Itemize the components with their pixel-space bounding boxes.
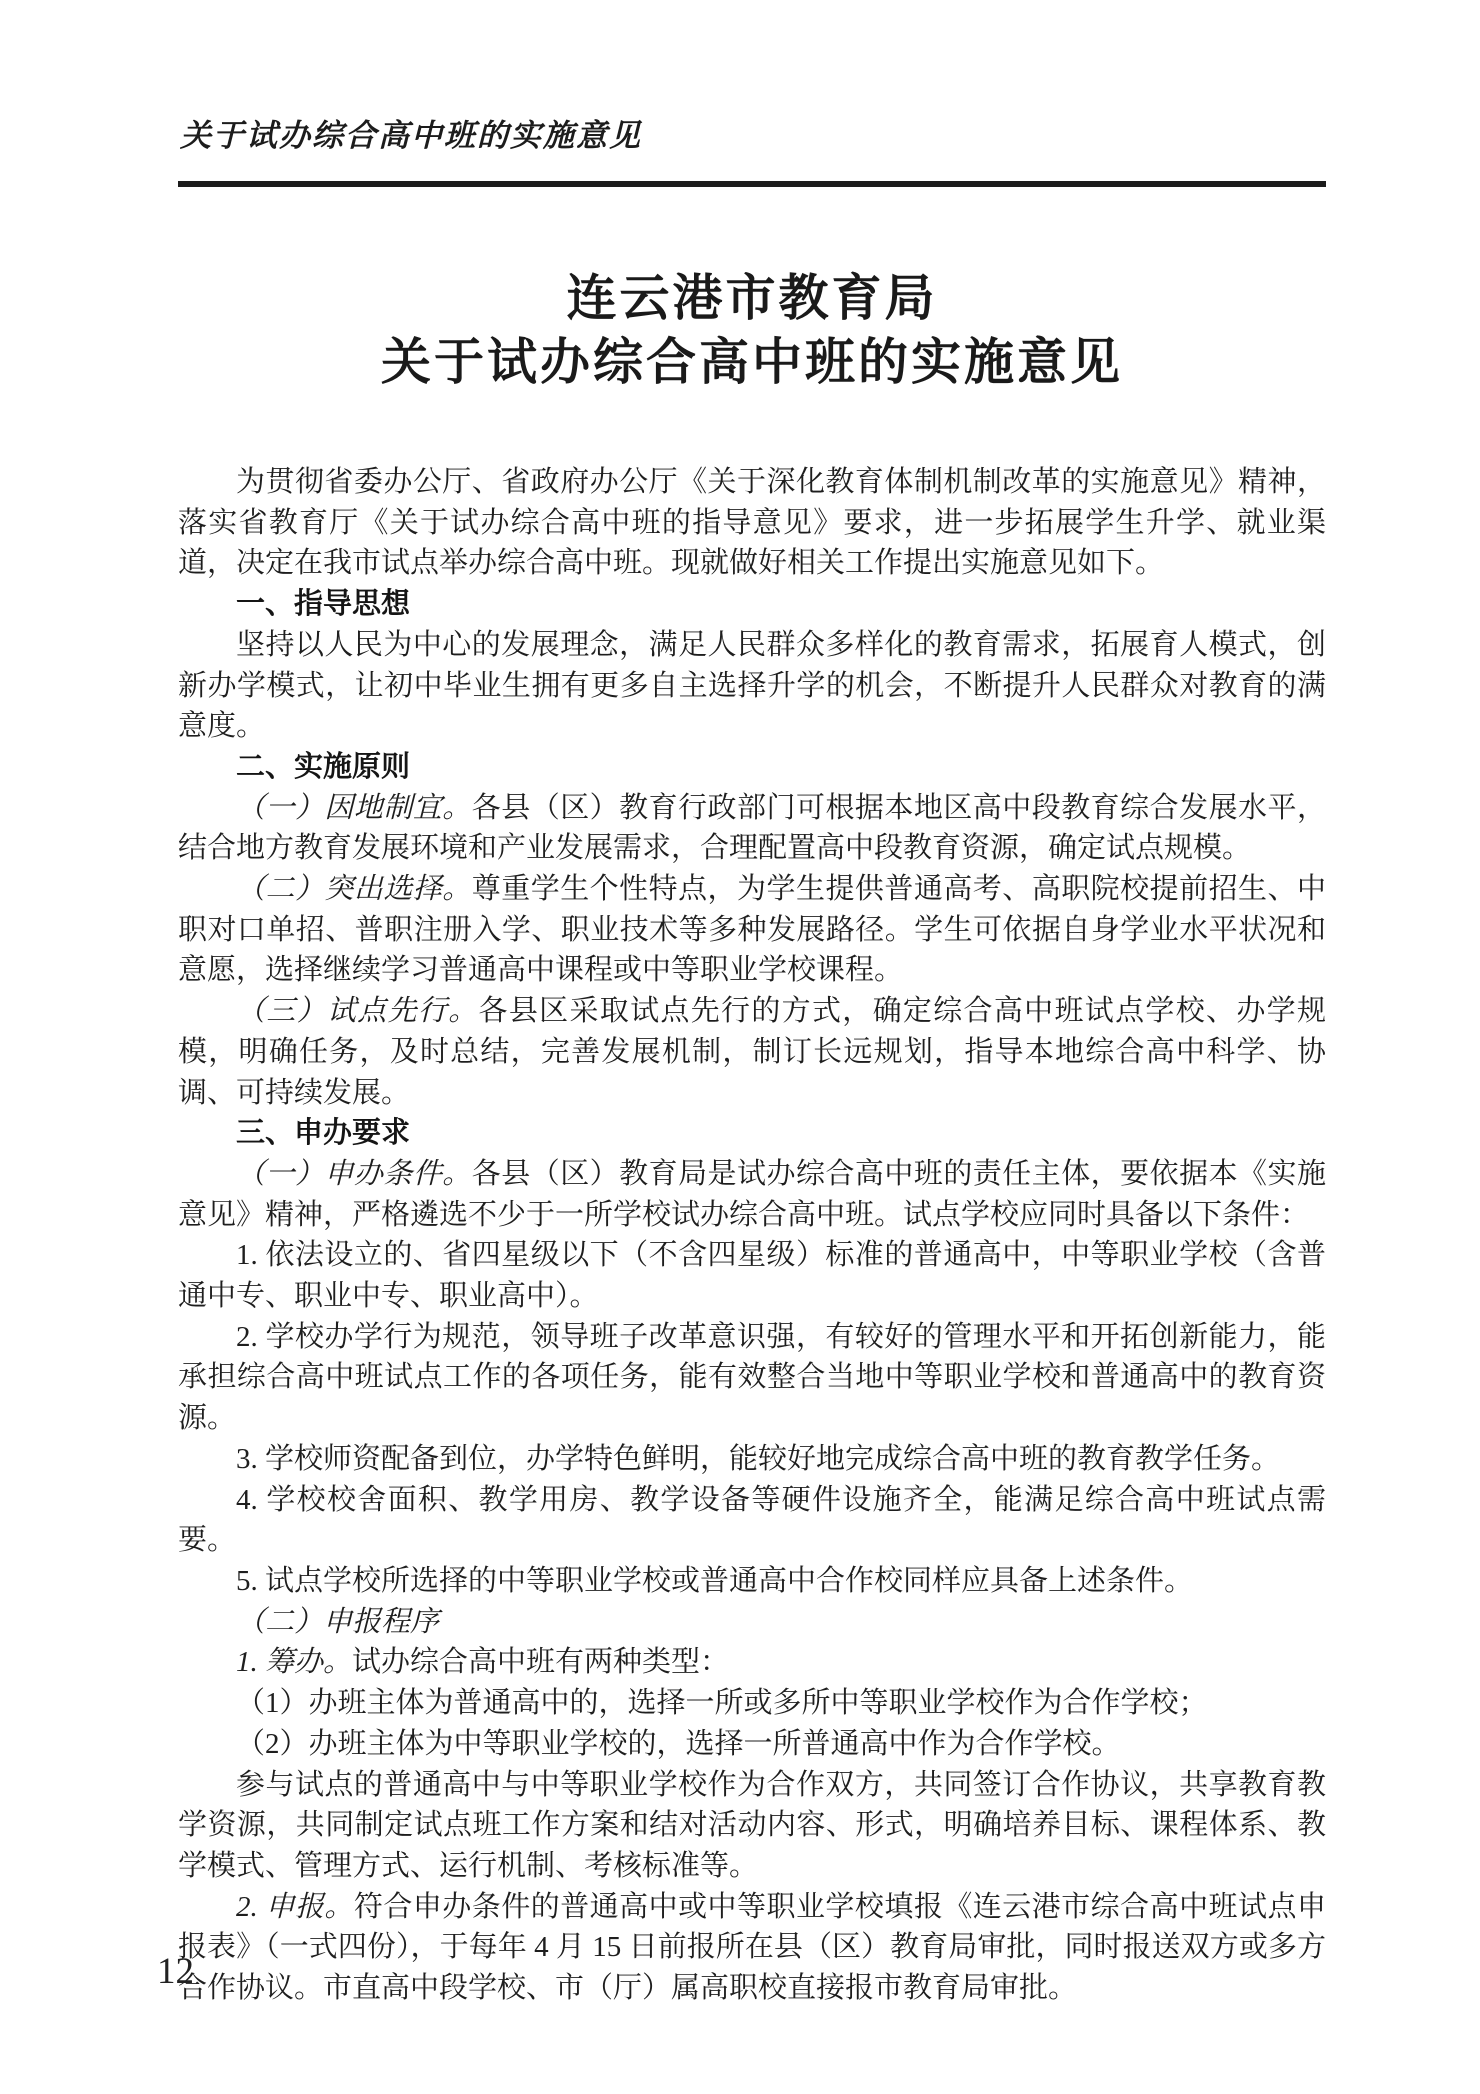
paragraph: 坚持以人民为中心的发展理念，满足人民群众多样化的教育需求，拓展育人模式，创新办学模式，让初中毕业生拥有更多自主选择升学的机会，不断提升人民群众对教育的满意度。 [178,628,1326,743]
paragraph: 2. 学校办学行为规范，领导班子改革意识强，有较好的管理水平和开拓创新能力，能承担综合高中班试点工作的各项任务，能有效整合当地中等职业学校和普通高中的教育资源。 [178,1320,1326,1435]
section-heading: 三、申办要求 [236,1117,411,1150]
document-title [178,266,1326,394]
lead-in-phrase: （二）突出选择。 [236,873,472,906]
paragraph: （二）突出选择。尊重学生个性特点，为学生提供普通高考、高职院校提前招生、中职对口单招、普职注册入学、职业技术等多种发展路径。学生可依据自身学业水平状况和意愿，选择继续学习普通高中课程或中等职业学校课程。 [178,873,1326,987]
section-heading: 二、实施原则 [236,750,411,783]
document-title-line1: 连云港市教育局 [566,270,938,326]
paragraph: （一）因地制宜。各县（区）教育行政部门可根据本地区高中段教育综合发展水平，结合地方教育发展环境和产业发展需求，合理配置高中段教育资源，确定试点规模。 [178,791,1326,865]
paragraph: 为贯彻省委办公厅、省政府办公厅《关于深化教育体制机制改革的实施意见》精神，落实省教育厅《关于试办综合高中班的指导意见》要求，进一步拓展学生升学、就业渠道，决定在我市试点举办综合高中班。现就做好相关工作提出实施意见如下。 [178,466,1326,580]
paragraph: 1. 筹办。试办综合高中班有两种类型： [236,1646,730,1679]
paragraph: 5. 试点学校所选择的中等职业学校或普通高中合作校同样应具备上述条件。 [236,1564,1194,1597]
lead-in-phrase: 2. 申报。 [236,1890,354,1923]
paragraph: 参与试点的普通高中与中等职业学校作为合作双方，共同签订合作协议，共享教育教学资源，共同制定试点班工作方案和结对活动内容、形式，明确培养目标、课程体系、教学模式、管理方式、运行机制、考核标准等。 [178,1768,1326,1882]
lead-in-phrase: （二）申报程序 [236,1605,440,1638]
paragraph: 4. 学校校舍面积、教学用房、教学设备等硬件设施齐全，能满足综合高中班试点需要。 [178,1483,1326,1557]
paragraph [178,1602,1326,1643]
page-number: 12 [157,1951,194,1992]
section-heading: 一、指导思想 [236,588,411,621]
paragraph: （1）办班主体为普通高中的，选择一所或多所中等职业学校作为合作学校； [236,1687,1208,1720]
document-title-line2: 关于试办综合高中班的实施意见 [381,334,1123,390]
lead-in-phrase: （一）因地制宜。 [236,791,472,824]
lead-in-phrase: 1. 筹办。 [236,1646,353,1679]
header-rule [178,181,1326,187]
lead-in-phrase: （一）申办条件。 [236,1157,472,1190]
paragraph: 1. 依法设立的、省四星级以下（不含四星级）标准的普通高中，中等职业学校（含普通中专、职业中专、职业高中）。 [178,1239,1326,1313]
document-body [178,462,1326,2009]
paragraph: 3. 学校师资配备到位，办学特色鲜明，能较好地完成综合高中班的教育教学任务。 [236,1442,1281,1475]
paragraph: 2. 申报。符合申办条件的普通高中或中等职业学校填报《连云港市综合高中班试点申报表》（一式四份），于每年 4 月 15 日前报所在县（区）教育局审批，同时报送双方或多方合作协议。市直高中段学校、市（厅）属高职校直接报市教育局审批。 [178,1890,1326,2005]
paragraph: （三）试点先行。各县区采取试点先行的方式，确定综合高中班试点学校、办学规模，明确任务，及时总结，完善发展机制，制订长远规划，指导本地综合高中科学、协调、可持续发展。 [178,995,1326,1109]
lead-in-phrase: （三）试点先行。 [236,995,479,1028]
running-head: 关于试办综合高中班的实施意见 [180,118,642,153]
paragraph: （2）办班主体为中等职业学校的，选择一所普通高中作为合作学校。 [236,1727,1121,1760]
paragraph: （一）申办条件。各县（区）教育局是试办综合高中班的责任主体，要依据本《实施意见》精神，严格遴选不少于一所学校试办综合高中班。试点学校应同时具备以下条件： [178,1157,1326,1231]
